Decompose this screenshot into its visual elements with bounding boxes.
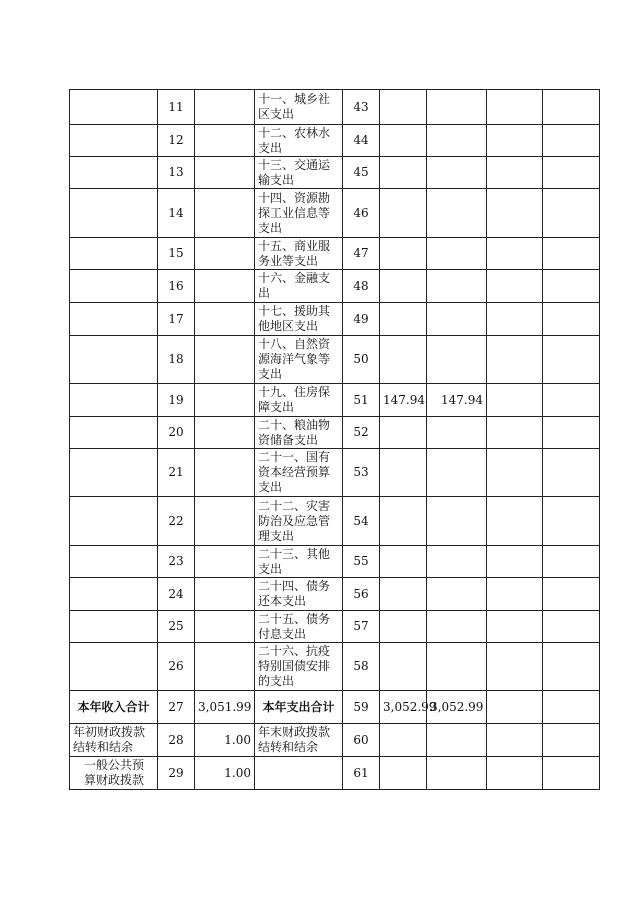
- table-row: [70, 449, 600, 497]
- state-capital-amount: [543, 125, 600, 157]
- state-capital-amount: [543, 497, 600, 546]
- state-capital-amount: [543, 546, 600, 578]
- income-amount: [195, 643, 255, 691]
- expense-total: 147.94: [380, 384, 427, 417]
- general-budget-amount: [427, 643, 487, 691]
- income-line-no: 27: [158, 691, 195, 724]
- state-capital-amount: [543, 189, 600, 238]
- expense-total: [380, 336, 427, 384]
- income-amount: [195, 384, 255, 417]
- fund-budget-amount: [487, 724, 543, 757]
- fund-budget-amount: [487, 578, 543, 611]
- income-amount: [195, 611, 255, 643]
- income-amount: [195, 497, 255, 546]
- expense-item: 二十三、其他支出: [255, 546, 343, 578]
- expense-item: 二十四、债务还本支出: [255, 578, 343, 611]
- expense-total: [380, 449, 427, 497]
- income-amount: 1.00: [195, 757, 255, 790]
- expense-line-no: 60: [343, 724, 380, 757]
- table-row: [70, 724, 600, 757]
- fund-budget-amount: [487, 90, 543, 125]
- fund-budget-amount: [487, 270, 543, 303]
- income-line-no: 13: [158, 157, 195, 189]
- income-line-no: 15: [158, 238, 195, 270]
- income-amount: [195, 546, 255, 578]
- income-line-no: 20: [158, 417, 195, 449]
- table-row: [70, 336, 600, 384]
- fund-budget-amount: [487, 336, 543, 384]
- expense-item: 二十五、债务付息支出: [255, 611, 343, 643]
- expense-total: [380, 157, 427, 189]
- fund-budget-amount: [487, 643, 543, 691]
- income-line-no: 16: [158, 270, 195, 303]
- expense-total: [380, 238, 427, 270]
- expense-total: [380, 303, 427, 336]
- expense-total: [380, 417, 427, 449]
- income-line-no: 17: [158, 303, 195, 336]
- expense-line-no: 50: [343, 336, 380, 384]
- state-capital-amount: [543, 384, 600, 417]
- table-row: [70, 189, 600, 238]
- fund-budget-amount: [487, 238, 543, 270]
- expense-item: 十三、交通运输支出: [255, 157, 343, 189]
- income-item: [70, 546, 158, 578]
- table-row: [70, 270, 600, 303]
- expense-total: [380, 757, 427, 790]
- fund-budget-amount: [487, 384, 543, 417]
- income-item: 年初财政拨款结转和结余: [70, 724, 158, 757]
- expense-total-label: 本年支出合计: [255, 691, 343, 724]
- general-budget-amount: [427, 303, 487, 336]
- general-budget-amount: [427, 611, 487, 643]
- income-amount: [195, 189, 255, 238]
- income-line-no: 12: [158, 125, 195, 157]
- state-capital-amount: [543, 643, 600, 691]
- table-row-total: [70, 691, 600, 724]
- expense-line-no: 61: [343, 757, 380, 790]
- income-amount: [195, 125, 255, 157]
- income-item: 一般公共预算财政拨款: [70, 757, 158, 790]
- general-budget-amount: [427, 270, 487, 303]
- general-budget-amount: [427, 497, 487, 546]
- expense-line-no: 53: [343, 449, 380, 497]
- income-item: [70, 497, 158, 546]
- income-line-no: 21: [158, 449, 195, 497]
- table-row: [70, 157, 600, 189]
- expense-line-no: 52: [343, 417, 380, 449]
- general-budget-amount: [427, 90, 487, 125]
- table-row: [70, 611, 600, 643]
- income-item: [70, 578, 158, 611]
- general-budget-amount: [427, 724, 487, 757]
- state-capital-amount: [543, 157, 600, 189]
- fund-budget-amount: [487, 417, 543, 449]
- income-item: [70, 238, 158, 270]
- general-budget-amount: [427, 336, 487, 384]
- general-budget-amount: [427, 449, 487, 497]
- income-line-no: 25: [158, 611, 195, 643]
- income-item: [70, 384, 158, 417]
- expense-item: 二十、粮油物资储备支出: [255, 417, 343, 449]
- table-row: [70, 578, 600, 611]
- fund-budget-amount: [487, 125, 543, 157]
- table-row: [70, 238, 600, 270]
- fund-budget-amount: [487, 546, 543, 578]
- expense-total: [380, 643, 427, 691]
- expense-line-no: 45: [343, 157, 380, 189]
- income-item: [70, 125, 158, 157]
- table-row: [70, 90, 600, 125]
- general-budget-amount: 3,052.99: [427, 691, 487, 724]
- state-capital-amount: [543, 691, 600, 724]
- state-capital-amount: [543, 270, 600, 303]
- state-capital-amount: [543, 303, 600, 336]
- expense-item: 十七、援助其他地区支出: [255, 303, 343, 336]
- general-budget-amount: [427, 238, 487, 270]
- table-row: [70, 303, 600, 336]
- fund-budget-amount: [487, 449, 543, 497]
- state-capital-amount: [543, 578, 600, 611]
- expense-total: [380, 189, 427, 238]
- table-row: [70, 417, 600, 449]
- state-capital-amount: [543, 336, 600, 384]
- income-item: [70, 303, 158, 336]
- state-capital-amount: [543, 724, 600, 757]
- expense-item: 十九、住房保障支出: [255, 384, 343, 417]
- general-budget-amount: 147.94: [427, 384, 487, 417]
- expense-total: [380, 497, 427, 546]
- expense-item: 十六、金融支出: [255, 270, 343, 303]
- general-budget-amount: [427, 546, 487, 578]
- general-budget-amount: [427, 757, 487, 790]
- expense-line-no: 58: [343, 643, 380, 691]
- income-amount: [195, 417, 255, 449]
- expense-item: 二十二、灾害防治及应急管理支出: [255, 497, 343, 546]
- expense-line-no: 54: [343, 497, 380, 546]
- expense-line-no: 56: [343, 578, 380, 611]
- expense-total: 3,052.99: [380, 691, 427, 724]
- income-total-label: 本年收入合计: [70, 691, 158, 724]
- table-row: [70, 757, 600, 790]
- income-line-no: 26: [158, 643, 195, 691]
- expense-line-no: 49: [343, 303, 380, 336]
- expense-item: [255, 757, 343, 790]
- expense-line-no: 47: [343, 238, 380, 270]
- income-amount: [195, 157, 255, 189]
- expense-line-no: 59: [343, 691, 380, 724]
- state-capital-amount: [543, 757, 600, 790]
- expense-item: 十四、资源勘探工业信息等支出: [255, 189, 343, 238]
- income-amount: [195, 270, 255, 303]
- income-item: [70, 417, 158, 449]
- table-row: [70, 125, 600, 157]
- expense-line-no: 44: [343, 125, 380, 157]
- fund-budget-amount: [487, 497, 543, 546]
- income-amount: [195, 449, 255, 497]
- income-item: [70, 643, 158, 691]
- budget-table: [69, 89, 600, 790]
- general-budget-amount: [427, 125, 487, 157]
- expense-total: [380, 90, 427, 125]
- income-line-no: 19: [158, 384, 195, 417]
- income-amount: [195, 90, 255, 125]
- income-item: [70, 336, 158, 384]
- expense-total: [380, 125, 427, 157]
- income-item: [70, 611, 158, 643]
- fund-budget-amount: [487, 303, 543, 336]
- state-capital-amount: [543, 611, 600, 643]
- income-line-no: 22: [158, 497, 195, 546]
- fund-budget-amount: [487, 757, 543, 790]
- fund-budget-amount: [487, 157, 543, 189]
- expense-total: [380, 724, 427, 757]
- table-row: [70, 546, 600, 578]
- income-line-no: 28: [158, 724, 195, 757]
- expense-item: 十二、农林水支出: [255, 125, 343, 157]
- fund-budget-amount: [487, 189, 543, 238]
- expense-item: 十一、城乡社区支出: [255, 90, 343, 125]
- general-budget-amount: [427, 157, 487, 189]
- income-line-no: 14: [158, 189, 195, 238]
- expense-item: 十八、自然资源海洋气象等支出: [255, 336, 343, 384]
- table-row: [70, 497, 600, 546]
- expense-line-no: 48: [343, 270, 380, 303]
- general-budget-amount: [427, 417, 487, 449]
- general-budget-amount: [427, 189, 487, 238]
- income-item: [70, 157, 158, 189]
- expense-line-no: 43: [343, 90, 380, 125]
- expense-item: 十五、商业服务业等支出: [255, 238, 343, 270]
- expense-line-no: 55: [343, 546, 380, 578]
- fund-budget-amount: [487, 611, 543, 643]
- income-total-amount: 3,051.99: [195, 691, 255, 724]
- general-budget-amount: [427, 578, 487, 611]
- income-amount: [195, 238, 255, 270]
- income-amount: [195, 578, 255, 611]
- income-line-no: 11: [158, 90, 195, 125]
- expense-line-no: 57: [343, 611, 380, 643]
- state-capital-amount: [543, 90, 600, 125]
- income-item: [70, 189, 158, 238]
- expense-item: 二十一、国有资本经营预算支出: [255, 449, 343, 497]
- table-row: [70, 643, 600, 691]
- state-capital-amount: [543, 449, 600, 497]
- table-row: [70, 384, 600, 417]
- expense-line-no: 46: [343, 189, 380, 238]
- income-amount: 1.00: [195, 724, 255, 757]
- expense-total: [380, 270, 427, 303]
- income-amount: [195, 336, 255, 384]
- expense-line-no: 51: [343, 384, 380, 417]
- expense-total: [380, 546, 427, 578]
- income-line-no: 18: [158, 336, 195, 384]
- income-line-no: 23: [158, 546, 195, 578]
- income-item: [70, 90, 158, 125]
- fund-budget-amount: [487, 691, 543, 724]
- income-item: [70, 449, 158, 497]
- income-item: [70, 270, 158, 303]
- income-amount: [195, 303, 255, 336]
- state-capital-amount: [543, 417, 600, 449]
- income-line-no: 24: [158, 578, 195, 611]
- expense-total: [380, 611, 427, 643]
- state-capital-amount: [543, 238, 600, 270]
- expense-total: [380, 578, 427, 611]
- income-line-no: 29: [158, 757, 195, 790]
- expense-item: 年末财政拨款结转和结余: [255, 724, 343, 757]
- expense-item: 二十六、抗疫特别国债安排的支出: [255, 643, 343, 691]
